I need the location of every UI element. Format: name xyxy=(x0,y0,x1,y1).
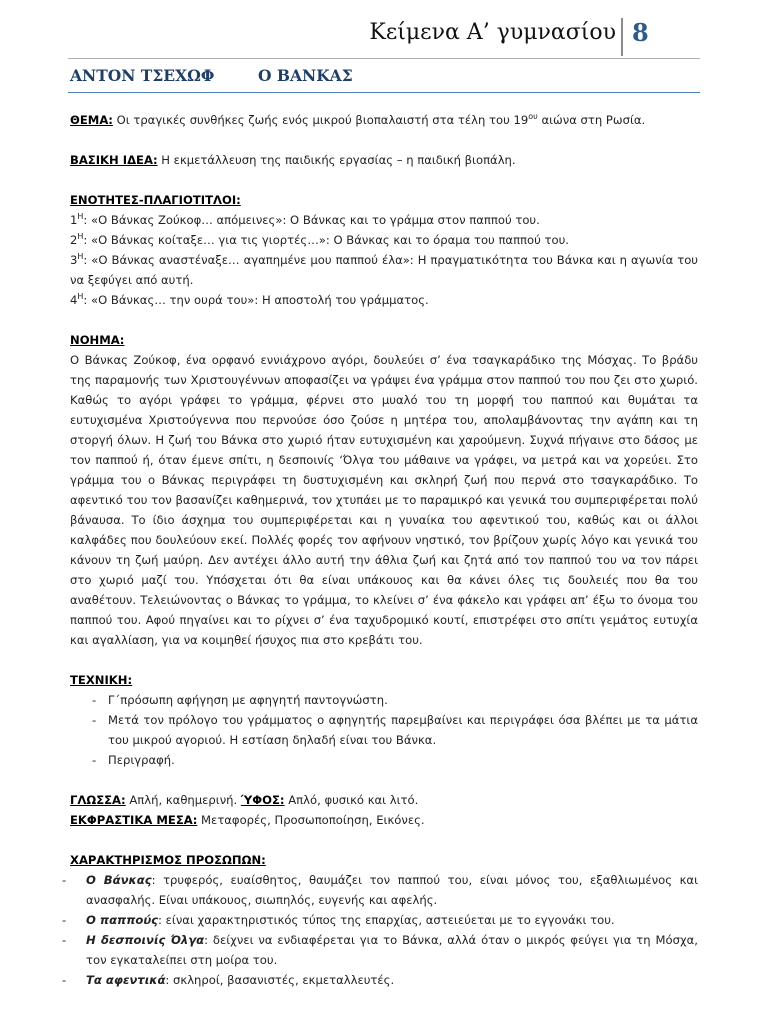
section-sup: Η xyxy=(77,232,84,242)
section-sup: Η xyxy=(77,292,84,302)
character-name: Ο παππούς xyxy=(86,913,159,927)
section-text: : «Ο Βάνκας αναστέναξε… αγαπημένε μου παππού έλα»: Η πραγματικότητα του Βάνκα και η αγωνία του να ξεφύγει από αυτή. xyxy=(70,253,698,287)
bullet-dash: - xyxy=(62,913,67,927)
list-item xyxy=(62,930,698,970)
expressive-label: ΕΚΦΡΑΣΤΙΚΑ ΜΕΣΑ: xyxy=(70,813,198,827)
theme-sup: ου xyxy=(528,112,538,122)
style-label: ΎΦΟΣ: xyxy=(240,793,285,807)
document-heading xyxy=(70,66,700,92)
section-text: : «Ο Βάνκας Ζούκοφ… απόμεινες»: Ο Βάνκας και το γράμμα στον παππού του. xyxy=(83,213,540,227)
page-header xyxy=(0,14,768,58)
meaning-text: Ο Βάνκας Ζούκοφ, ένα ορφανό εννιάχρονο αγόρι, δουλεύει σ’ ένα τσαγκαράδικο της Μόσχας. Το βράδυ της παραμονής των Χριστουγέννων αποφασίζει να γράψει ένα γράμμα στον παππού του που ζει στο χωριό. Καθώς το αγόρι γράφει το γράμμα, φέρνει στο μυαλό του τη μορφή του παππού και θυμάται τα ευτυχισμένα Χριστούγεννα που περνούσε όσο ζούσε η μητέρα του, απολαμβάνοντας την αγάπη και τη στοργή όλων. Η ζωή του Βάνκα στο χωριό ήταν ευτυχισμένη και χαρούμενη. Συχνά πήγαινε στο δάσος με τον παππού ή, όταν έμενε σπίτι, η δεσποινίς ‘Όλγα του μάθαινε να γράφει, να μετρά και να χορεύει. Στο γράμμα του ο Βάνκας περιγράφει τη δυστυχισμένη και σκληρή ζωή που περνά στο τσαγκαράδικο. Το αφεντικό του τον βασανίζει καθημερινά, τον χτυπάει με το παραμικρό και γενικά του συμπεριφέρεται πολύ βάναυσα. Το ίδιο άσχημα του συμπεριφέρεται και η γυναίκα του αφεντικού του, καθώς και οι άλλοι καλφάδες που δουλεύουν εκεί. Πολλές φορές τον αφήνουν νηστικό, τον βρίζουν χωρίς λόγο και γενικά του κάνουν τη ζωή μαύρη. Δεν αντέχει άλλο αυτή την άθλια ζωή και ζητά από τον παππού του να τον πάρει στο χωριό μαζί του. Υπόσχεται ότι θα είναι υπάκουος και θα κάνει όλες τις δουλειές που θα του αναθέτουν. Τελειώνοντας ο Βάνκας το γράμμα, το κλείνει σ’ ένα φάκελο και γράφει απ’ έξω το όνομα του παππού του. Αφού πηγαίνει και το ρίχνει σ’ ένα ταχυδρομικό κουτί, επιστρέφει στο σπίτι γεμάτος ευτυχία και αγαλλίαση, για να κοιμηθεί ήσυχος πια στο κρεβάτι του. xyxy=(70,353,698,647)
bullet-dash: - xyxy=(92,753,97,767)
technique-list xyxy=(70,690,698,770)
list-item xyxy=(70,690,698,710)
author-name: ΑΝΤΟΝ ΤΣΕΧΩΦ xyxy=(70,66,215,85)
section-item xyxy=(70,210,698,230)
section-number: 1 xyxy=(70,213,78,227)
character-text: : δείχνει να ενδιαφέρεται για το Βάνκα, αλλά όταν ο μικρός φεύγει για τη Μόσχα, τον εγκαταλείπει στη μοίρα του. xyxy=(86,933,698,967)
header-rule xyxy=(68,58,700,59)
main-idea-text: Η εκμετάλλευση της παιδικής εργασίας – η παιδική βιοπάλη. xyxy=(157,153,516,167)
character-name: Ο Βάνκας xyxy=(86,873,152,887)
list-item xyxy=(62,970,698,990)
section-text: : «Ο Βάνκας… την ουρά του»: Η αποστολή του γράμματος. xyxy=(83,293,429,307)
language-label: ΓΛΩΣΣΑ: xyxy=(70,793,126,807)
section-sup: Η xyxy=(77,252,84,262)
bullet-dash: - xyxy=(92,693,97,707)
technique-label: ΤΕΧΝΙΚΗ: xyxy=(70,673,133,687)
bullet-dash: - xyxy=(62,873,67,887)
style-text: Απλό, φυσικό και λιτό. xyxy=(284,793,419,807)
characters-list xyxy=(62,870,698,990)
heading-rule xyxy=(68,92,700,93)
expressive-text: Μεταφορές, Προσωποποίηση, Εικόνες. xyxy=(197,813,425,827)
bullet-dash: - xyxy=(62,933,67,947)
section-number: 2 xyxy=(70,233,78,247)
theme-text-a: Οι τραγικές συνθήκες ζωής ενός μικρού βιοπαλαιστή στα τέλη του 19 xyxy=(112,113,529,127)
section-item xyxy=(70,290,698,310)
character-text: : σκληροί, βασανιστές, εκμεταλλευτές. xyxy=(165,973,395,987)
technique-text: Μετά τον πρόλογο του γράμματος ο αφηγητής παρεμβαίνει και περιγράφει όσα βλέπει με τα μάτια του μικρού αγοριού. Η εστίαση δηλαδή είναι του Βάνκα. xyxy=(108,713,698,747)
character-name: Η δεσποινίς Όλγα xyxy=(86,933,205,947)
section-item xyxy=(70,250,698,290)
section-number: 3 xyxy=(70,253,78,267)
theme-label: ΘΕΜΑ: xyxy=(70,113,113,127)
work-title: Ο ΒΑΝΚΑΣ xyxy=(258,66,353,85)
meaning-label: ΝΟΗΜΑ: xyxy=(70,333,125,347)
document-body xyxy=(62,110,698,990)
bullet-dash: - xyxy=(92,713,97,727)
list-item xyxy=(62,910,698,930)
header-title: Κείμενα Α’ γυμνασίου xyxy=(369,20,616,45)
list-item xyxy=(62,870,698,910)
list-item xyxy=(70,750,698,770)
character-text: : είναι χαρακτηριστικός τύπος της επαρχίας, αστειεύεται με το εγγονάκι του. xyxy=(158,913,615,927)
theme-paragraph xyxy=(70,110,698,130)
section-number: 4 xyxy=(70,293,78,307)
bullet-dash: - xyxy=(62,973,67,987)
language-text: Απλή, καθημερινή. xyxy=(125,793,241,807)
section-text: : «Ο Βάνκας κοίταξε… για τις γιορτές…»: Ο Βάνκας και το όραμα του παππού του. xyxy=(83,233,569,247)
list-item xyxy=(70,710,698,750)
character-name: Τα αφεντικά xyxy=(86,973,166,987)
technique-text: Περιγραφή. xyxy=(108,753,175,767)
technique-text: Γ΄πρόσωπη αφήγηση με αφηγητή παντογνώστη. xyxy=(108,693,388,707)
header-divider xyxy=(621,18,623,56)
language-paragraph xyxy=(70,790,698,810)
sections-label: ΕΝΟΤΗΤΕΣ-ΠΛΑΓΙΟΤΙΤΛΟΙ: xyxy=(70,193,241,207)
theme-text-b: αιώνα στη Ρωσία. xyxy=(537,113,646,127)
main-idea-label: ΒΑΣΙΚΗ ΙΔΕΑ: xyxy=(70,153,158,167)
expressive-paragraph xyxy=(70,810,698,830)
characters-label: ΧΑΡΑΚΤΗΡΙΣΜΟΣ ΠΡΟΣΩΠΩΝ: xyxy=(70,853,266,867)
page-number: 8 xyxy=(632,18,649,47)
section-item xyxy=(70,230,698,250)
character-text: : τρυφερός, ευαίσθητος, θαυμάζει τον παππού του, είναι μόνος του, εξαθλιωμένος και ανασφαλής. Είναι υπάκουος, σιωπηλός, ευγενής και αφελής. xyxy=(86,873,698,907)
main-idea-paragraph xyxy=(70,150,698,170)
section-sup: Η xyxy=(77,212,84,222)
